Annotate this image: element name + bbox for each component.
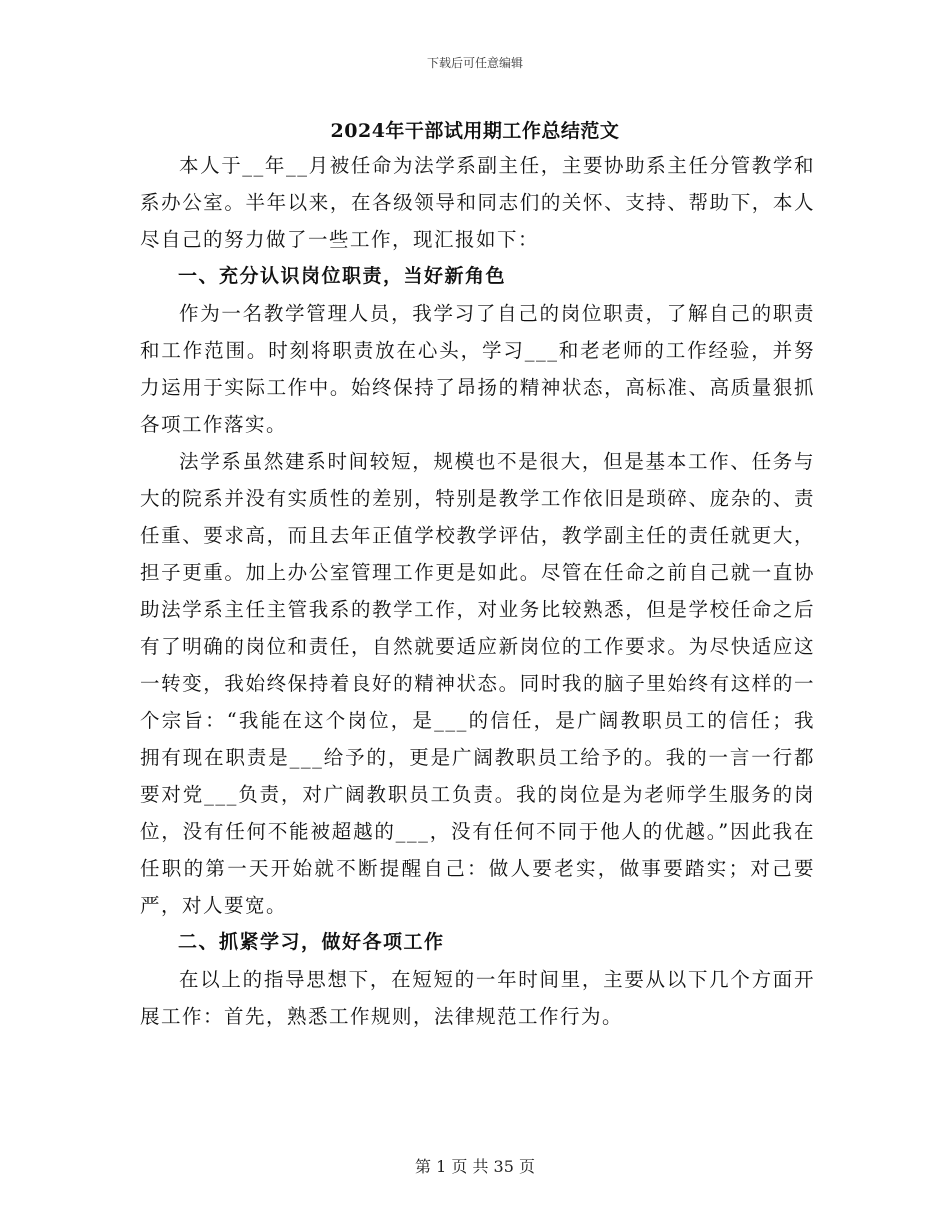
paragraph: 法学系虽然建系时间较短，规模也不是很大，但是基本工作、任务与大的院系并没有实质性的差别，特别是教学工作依旧是琐碎、庞杂的、责任重、要求高，而且去年正值学校教学评估，教学副主任的责任就更大，担子更重。加上办公室管理工作更是如此。尽管在任命之前自己就一直协助法学系主任主管我系的教学工作，对业务比较熟悉，但是学校任命之后有了明确的岗位和责任，自然就要适应新岗位的工作要求。为尽快适应这一转变，我始终保持着良好的精神状态。同时我的脑子里始终有这样的一个宗旨：“我能在这个岗位，是___的信任，是广阔教职员工的信任；我拥有现在职责是___给予的，更是广阔教职员工给予的。我的一言一行都要对党___负责，对广阔教职员工负责。我的岗位是为老师学生服务的岗位，没有任何不能被超越的___，没有任何不同于他人的优越。”因此我在任职的第一天开始就不断提醒自己：做人要老实，做事要踏实；对己要严，对人要宽。	[140, 450, 815, 917]
section-heading: 二、抓紧学习，做好各项工作	[178, 931, 445, 953]
document-body	[140, 147, 815, 1035]
paragraph: 在以上的指导思想下，在短短的一年时间里，主要从以下几个方面开展工作：首先，熟悉工作规则，法律规范工作行为。	[140, 968, 815, 1028]
document-title: 2024年干部试用期工作总结范文	[330, 120, 620, 142]
section-heading: 一、充分认识岗位职责，当好新角色	[178, 265, 507, 287]
header-note: 下载后可任意编辑	[426, 56, 523, 70]
paragraph: 作为一名教学管理人员，我学习了自己的岗位职责，了解自己的职责和工作范围。时刻将职责放在心头，学习___和老老师的工作经验，并努力运用于实际工作中。始终保持了昂扬的精神状态，高标准、高质量狠抓各项工作落实。	[140, 302, 815, 436]
paragraph: 本人于__年__月被任命为法学系副主任，主要协助系主任分管教学和系办公室。半年以来，在各级领导和同志们的关怀、支持、帮助下，本人尽自己的努力做了一些工作，现汇报如下：	[140, 154, 815, 251]
page-number: 第 1 页 共 35 页	[415, 1157, 535, 1176]
